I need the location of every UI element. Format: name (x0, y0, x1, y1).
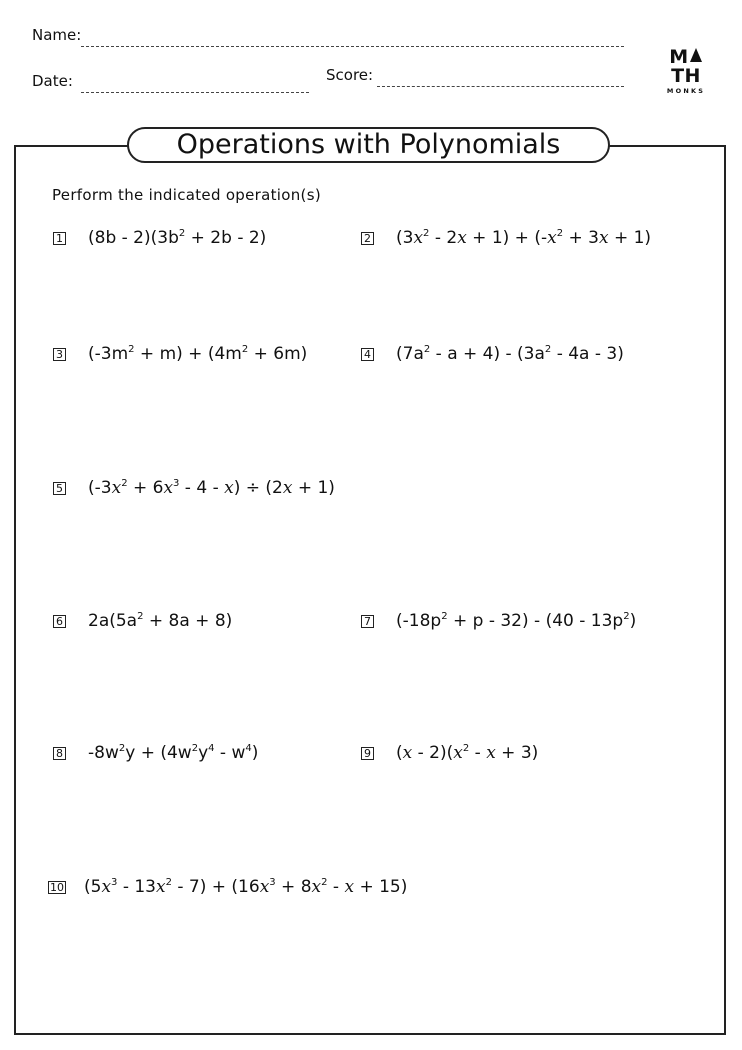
problem-expression: $(3x^2 - 2x + 1) + (-x^2 + 3x + 1)$ (396, 228, 652, 248)
problem-3 (53, 344, 307, 364)
worksheet-title: Operations with Polynomials (127, 127, 610, 163)
problem-2 (361, 228, 651, 248)
problem-8 (53, 743, 258, 763)
problem-number: 3 (53, 348, 66, 361)
worksheet-frame (14, 145, 726, 1035)
problem-number: 2 (361, 232, 374, 245)
problem-number: 6 (53, 615, 66, 628)
name-field[interactable] (81, 46, 624, 47)
problem-expression: $(-3m^2 + m) + (4m^2 + 6m)$ (88, 344, 308, 364)
date-field[interactable] (81, 92, 309, 93)
problem-number: 9 (361, 747, 374, 760)
problem-10 (48, 877, 407, 897)
problem-expression: $(-3x^2 + 6x^3 - 4 - x) \div (2x + 1)$ (88, 478, 335, 498)
problem-4 (361, 344, 624, 364)
problem-6 (53, 611, 232, 631)
triangle-icon (690, 48, 702, 62)
problem-1 (53, 228, 266, 248)
math-monks-logo: MTH MONKS (666, 46, 706, 95)
problem-expression: $(8b - 2)(3b^2 + 2b - 2)$ (88, 228, 267, 248)
problem-number: 7 (361, 615, 374, 628)
problem-number: 5 (53, 482, 66, 495)
score-field[interactable] (377, 86, 624, 87)
problem-5 (53, 478, 335, 498)
problem-9 (361, 743, 538, 763)
problem-expression: $(-18p^2 + p - 32) - (40 - 13p^2)$ (396, 611, 637, 631)
problem-number: 10 (50, 880, 64, 894)
problem-number: 1 (53, 232, 66, 245)
problem-number: 8 (53, 747, 66, 760)
problem-7 (361, 611, 636, 631)
problem-number: 4 (361, 348, 374, 361)
problem-expression: $2a(5a^2 + 8a + 8)$ (88, 611, 233, 631)
instructions: Perform the indicated operation(s) (52, 186, 321, 204)
date-label: Date: (32, 72, 73, 90)
name-label: Name: (32, 26, 82, 44)
problem-expression: $(x - 2)(x^2 - x + 3)$ (396, 743, 539, 763)
problem-expression: $(7a^2 - a + 4) - (3a^2 - 4a - 3)$ (396, 344, 624, 364)
problem-expression: $(5x^3 - 13x^2 - 7) + (16x^3 + 8x^2 - x + 15)$ (84, 877, 408, 897)
score-label: Score: (326, 66, 374, 84)
problem-expression: $-8w^2y + (4w^2y^4 - w^4)$ (88, 743, 259, 763)
